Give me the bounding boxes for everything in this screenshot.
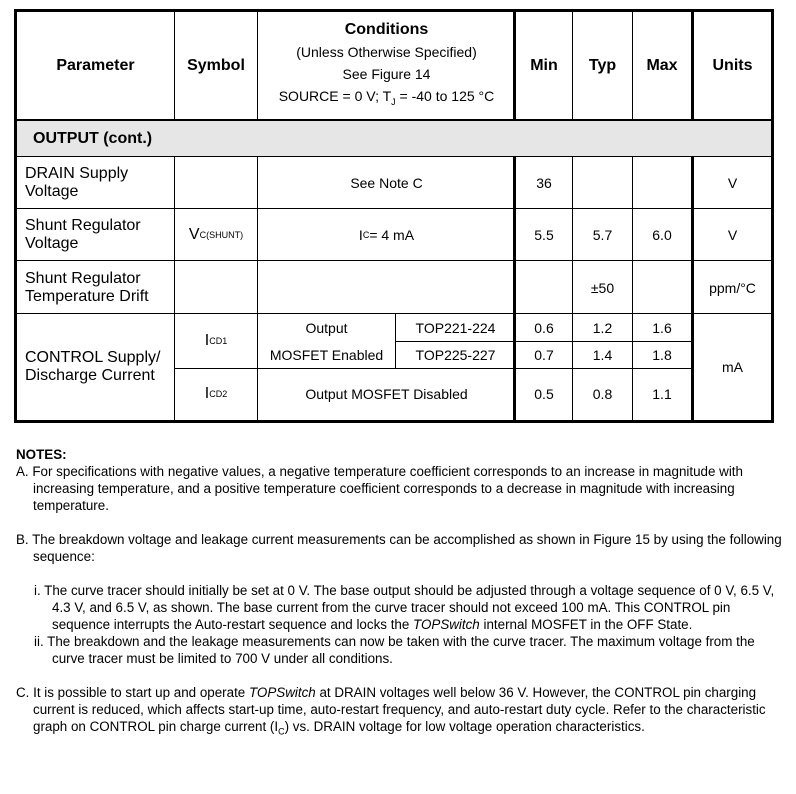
conditions-title: Conditions [344, 21, 429, 39]
divider [17, 156, 771, 157]
header-symbol: Symbol [187, 57, 245, 74]
typ-icd1-a: 1.2 [592, 319, 613, 336]
part-top225-227: TOP225-227 [415, 346, 496, 363]
divider [513, 12, 516, 120]
divider [395, 341, 691, 342]
header-max: Max [646, 57, 678, 74]
divider [174, 12, 175, 120]
note-b-i: i. The curve tracer should initially be set at 0 V. The base output should be adjusted through a voltage sequence of 0 V, 6.5 V, 4.3 V, and 6.5 V, as shown. The base current from the curve tracer should not exceed 100 mA. This CONTROL pin sequence interrupts the Auto-restart sequence and locks the TOPSwitch internal MOSFET in the OFF State. [34, 583, 775, 632]
header-min: Min [530, 57, 558, 74]
note-c: C. It is possible to start up and operate TOPSwitch at DRAIN voltages well below 36 V. However, the CONTROL pin charging current is reduced, which affects start-up time, auto-restart frequency, and auto-restart duty cycle. Refer to the characteristic graph on CONTROL pin charge current $(I_C)$ vs. DRAIN voltage for low voltage operation characteristics. [16, 685, 766, 737]
part-top221-224: TOP221-224 [415, 319, 496, 336]
header-units: Units [712, 57, 753, 74]
param-shunt-voltage: Shunt Regulator Voltage [25, 217, 141, 252]
divider [691, 157, 694, 420]
symbol-icd1: I CD1 [204, 332, 228, 349]
min-icd1-a: 0.6 [534, 319, 554, 336]
divider [174, 368, 691, 369]
header-conditions [258, 12, 515, 120]
note-a: A. For specifications with negative values, a negative temperature coefficient corresponds to an increase in magnitude with increasing temperature, and a positive temperature coefficient corresponds to a decrease in magnitude with increasing temperature. [16, 464, 743, 513]
divider [17, 313, 771, 314]
typ-icd2: 0.8 [592, 386, 613, 402]
divider [632, 12, 633, 120]
section-output-cont: OUTPUT (cont.) [17, 120, 771, 157]
notes-title: NOTES: [16, 447, 67, 462]
units-control: mA [722, 359, 743, 375]
divider [572, 12, 573, 120]
conditions-line1: (Unless Otherwise Specified) [296, 44, 477, 61]
param-control-current: CONTROL Supply/ Discharge Current [25, 349, 161, 384]
param-shunt-drift: Shunt Regulator Temperature Drift [25, 269, 149, 305]
conditions-line2: See Figure 14 [342, 66, 431, 83]
notes [16, 446, 786, 741]
typ-drift: ±50 [590, 279, 615, 296]
note-b-ii: ii. The breakdown and the leakage measurements can now be taken with the curve tracer. The maximum voltage from the curve tracer must be limited to 700 V under all conditions. [34, 634, 755, 666]
divider [17, 208, 771, 209]
cond-shunt: I C = 4 mA [358, 227, 415, 243]
divider [257, 157, 258, 420]
divider [174, 157, 175, 420]
divider [257, 12, 258, 120]
divider [17, 260, 771, 261]
divider [17, 119, 771, 121]
symbol-vc-shunt: V C(SHUNT) [188, 226, 244, 243]
header-typ: Typ [588, 57, 617, 74]
divider [513, 157, 516, 420]
min-icd2: 0.5 [534, 386, 554, 402]
min-shunt: 5.5 [534, 227, 554, 243]
min-drain: 36 [536, 175, 552, 191]
min-icd1-b: 0.7 [534, 346, 554, 363]
divider [691, 12, 694, 120]
param-drain-supply-voltage: DRAIN Supply Voltage [25, 165, 129, 200]
divider [632, 157, 633, 420]
typ-shunt: 5.7 [592, 227, 613, 243]
cond-icd1-a: Output [305, 319, 348, 336]
typ-icd1-b: 1.4 [592, 346, 613, 363]
cond-icd1-b: MOSFET Enabled [269, 346, 384, 363]
electrical-characteristics-table [14, 9, 774, 423]
units-drift: ppm/°C [709, 279, 756, 296]
conditions-line3: SOURCE = 0 V; $T_J = -40$ to 125 °C [278, 88, 495, 107]
max-shunt: 6.0 [652, 227, 672, 243]
max-icd1-a: 1.6 [652, 319, 672, 336]
cond-drain: See Note C [350, 175, 423, 191]
units-shunt: V [727, 227, 738, 243]
divider [572, 157, 573, 420]
symbol-icd2: I CD2 [204, 385, 228, 402]
header-parameter: Parameter [56, 57, 135, 74]
units-drain: V [727, 175, 738, 191]
max-icd1-b: 1.8 [652, 346, 672, 363]
max-icd2: 1.1 [652, 386, 672, 402]
note-b: B. The breakdown voltage and leakage current measurements can be accomplished as shown in Figure 15 by using the following sequence: [16, 532, 782, 564]
cond-icd2: Output MOSFET Disabled [305, 386, 468, 402]
